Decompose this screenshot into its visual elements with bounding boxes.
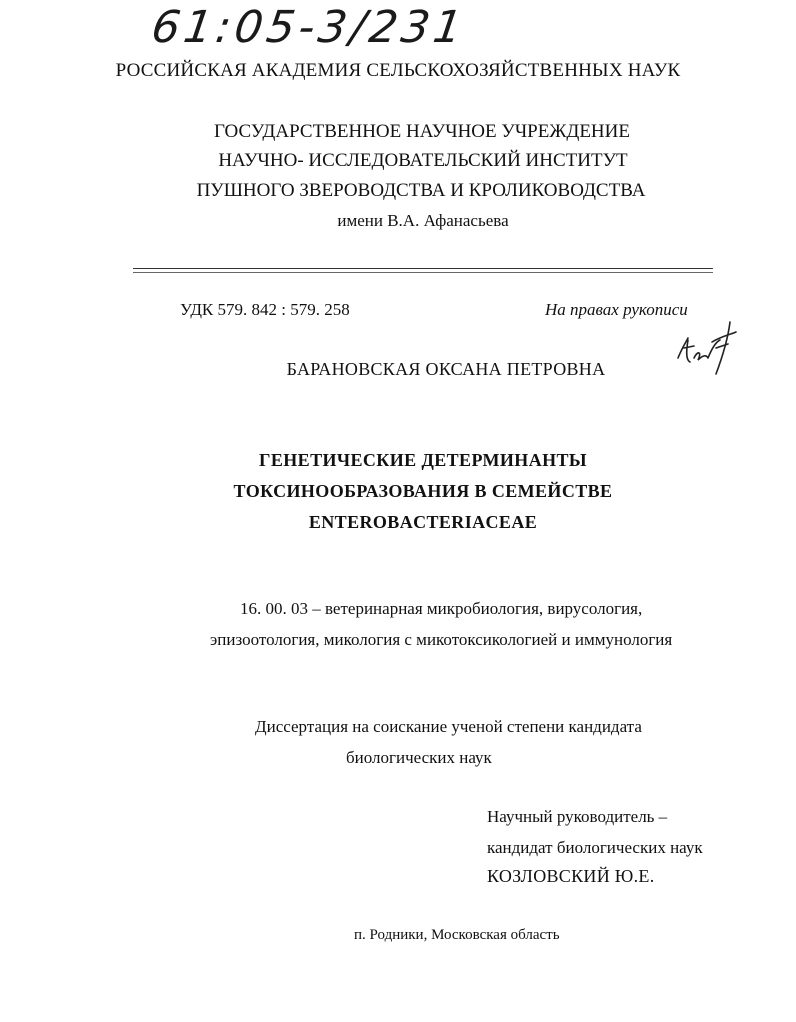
supervisor-label: Научный руководитель –: [487, 807, 668, 826]
academy-name: РОССИЙСКАЯ АКАДЕМИЯ СЕЛЬСКОХОЗЯЙСТВЕННЫХ НАУК: [115, 60, 681, 81]
dissertation-line-2: биологических наук: [346, 748, 492, 767]
dissertation-line-1: Диссертация на соискание ученой степени кандидата: [255, 717, 642, 736]
header-divider-second: [133, 272, 713, 273]
institution-line-1: ГОСУДАРСТВЕННОЕ НАУЧНОЕ УЧРЕЖДЕНИЕ: [214, 121, 630, 142]
title-line-1: ГЕНЕТИЧЕСКИЕ ДЕТЕРМИНАНТЫ: [259, 450, 587, 470]
institution-line-3: ПУШНОГО ЗВЕРОВОДСТВА И КРОЛИКОВОДСТВА: [196, 180, 646, 201]
author-name: БАРАНОВСКАЯ ОКСАНА ПЕТРОВНА: [286, 359, 606, 379]
handwritten-archive-number: 61:05-3/231: [148, 2, 470, 53]
title-line-3: ENTEROBACTERIACEAE: [308, 512, 538, 532]
supervisor-degree: кандидат биологических наук: [487, 838, 703, 857]
rights-notice: На правах рукописи: [545, 300, 688, 319]
institution-line-2: НАУЧНО- ИССЛЕДОВАТЕЛЬСКИЙ ИНСТИТУТ: [218, 150, 628, 171]
udk-code: УДК 579. 842 : 579. 258: [180, 300, 350, 319]
institution-named-after: имени В.А. Афанасьева: [337, 211, 509, 230]
header-divider: [133, 268, 713, 269]
title-line-2: ТОКСИНООБРАЗОВАНИЯ В СЕМЕЙСТВЕ: [233, 481, 613, 501]
specialty-line-1: 16. 00. 03 – ветеринарная микробиология, вирусология,: [240, 599, 643, 618]
place-of-publication: п. Родники, Московская область: [354, 927, 560, 943]
supervisor-name: КОЗЛОВСКИЙ Ю.Е.: [487, 866, 655, 886]
specialty-line-2: эпизоотология, микология с микотоксикологией и иммунология: [210, 630, 673, 649]
